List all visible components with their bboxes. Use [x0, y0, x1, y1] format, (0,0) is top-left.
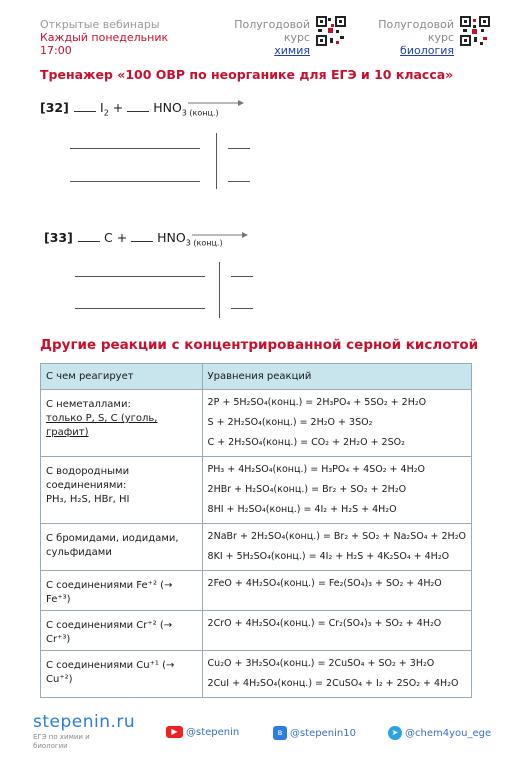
webinar-label: Открытые вебинары — [40, 18, 160, 31]
reaction-equation: 2NaBr + 2H₂SO₄(конц.) = Br₂ + SO₂ + Na₂SO₄ + 2H₂O — [207, 531, 466, 542]
table-row — [41, 571, 472, 611]
webinar-time: 17:00 — [40, 44, 72, 57]
coefficient-blank[interactable] — [131, 241, 153, 242]
reaction-equation: C + 2H₂SO₄(конц.) = CO₂ + 2H₂O + 2SO₂ — [207, 437, 405, 448]
qr-code-icon[interactable] — [460, 16, 490, 46]
answer-line[interactable] — [70, 148, 200, 149]
reaction-equation: 2P + 5H₂SO₄(конц.) = 2H₃PO₄ + 5SO₂ + 2H₂O — [207, 397, 427, 408]
reaction-equation: 2CrO + 4H₂SO₄(конц.) = Cr₂(SO₄)₃ + SO₂ + 4H₂O — [207, 618, 442, 629]
reactant-cell: С водородными соединениями: PH₃, H₂S, HBr, HI — [41, 457, 203, 524]
equations-cell — [202, 651, 471, 698]
webinar-info — [40, 18, 168, 57]
table-row — [41, 390, 472, 457]
table-row — [41, 524, 472, 571]
answer-line[interactable] — [75, 276, 205, 277]
task-33 — [44, 230, 264, 320]
table-row — [41, 611, 472, 651]
equations-cell — [202, 457, 471, 524]
telegram-link[interactable]: ➤ @chem4you_ege — [388, 726, 491, 740]
page-footer — [0, 708, 532, 768]
telegram-icon: ➤ — [388, 726, 402, 740]
answer-line[interactable] — [231, 276, 253, 277]
course-chemistry-link[interactable]: химия — [274, 44, 310, 57]
balance-divider — [216, 133, 217, 189]
column-header: С чем реагирует — [41, 364, 203, 390]
reaction-equation: PH₃ + 4H₂SO₄(конц.) = H₃PO₄ + 4SO₂ + 4H₂O — [207, 464, 425, 475]
task-number: [33] — [44, 230, 73, 245]
equations-cell — [202, 524, 471, 571]
vk-link[interactable]: в @stepenin10 — [273, 726, 356, 740]
reaction-equation: 2FeO + 4H₂SO₄(конц.) = Fe₂(SO₄)₃ + SO₂ + 4H₂O — [207, 578, 442, 589]
reactions-table — [40, 363, 472, 698]
reaction-equation: 8KI + 5H₂SO₄(конц.) = 4I₂ + H₂S + 4K₂SO₄ + 4H₂O — [207, 551, 450, 562]
reactant-cell: С соединениями Fe⁺² (→ Fe⁺³) — [41, 571, 203, 611]
answer-line[interactable] — [228, 181, 250, 182]
youtube-icon: ▶ — [166, 726, 183, 738]
arrow-right-icon — [188, 98, 244, 108]
table-row — [41, 457, 472, 524]
page-header — [0, 0, 532, 62]
reaction-equation: Cu₂O + 3H₂SO₄(конц.) = 2CuSO₄ + SO₂ + 3H₂O — [207, 658, 435, 669]
answer-line[interactable] — [231, 308, 253, 309]
qr-code-icon[interactable] — [316, 16, 346, 46]
answer-line[interactable] — [70, 181, 200, 182]
reaction-equation: 2CuI + 4H₂SO₄(конц.) = 2CuSO₄ + I₂ + 2SO₂ + 4H₂O — [207, 678, 459, 689]
coefficient-blank[interactable] — [74, 111, 96, 112]
reaction-equation: S + 2H₂SO₄(конц.) = 2H₂O + 3SO₂ — [207, 417, 373, 428]
equations-cell — [202, 390, 471, 457]
coefficient-blank[interactable] — [127, 111, 149, 112]
coefficient-blank[interactable] — [78, 241, 100, 242]
reaction-equation: 8HI + H₂SO₄(конц.) = 4I₂ + H₂S + 4H₂O — [207, 504, 397, 515]
page-title: Тренажер «100 ОВР по неорганике для ЕГЭ и 10 класса» — [40, 67, 454, 82]
answer-line[interactable] — [75, 308, 205, 309]
section-title: Другие реакции с концентрированной серной кислотой — [40, 337, 479, 353]
brand-logo[interactable]: stepenin.ru — [33, 712, 136, 732]
course-biology: Полугодовой курс биология — [378, 18, 454, 57]
reaction-equation: 2HBr + H₂SO₄(конц.) = Br₂ + SO₂ + 2H₂O — [207, 484, 407, 495]
table-row — [41, 651, 472, 698]
table-header-row — [41, 364, 472, 390]
task-32 — [40, 100, 260, 190]
reactant-cell: С бромидами, иодидами, сульфидами — [41, 524, 203, 571]
column-header: Уравнения реакций — [202, 364, 471, 390]
task-equation: $C + HNO_{3 (конц.)}$ — [78, 230, 223, 248]
webinar-weekday: Каждый понедельник — [40, 31, 169, 44]
arrow-right-icon — [192, 230, 248, 240]
equations-cell — [202, 571, 471, 611]
course-chemistry: Полугодовой курс химия — [234, 18, 310, 57]
task-equation: $I_2 + HNO_{3 (конц.)}$ — [74, 100, 219, 118]
answer-line[interactable] — [228, 148, 250, 149]
youtube-link[interactable]: ▶ @stepenin — [166, 726, 239, 738]
reactant-cell: С соединениями Cr⁺² (→ Cr⁺³) — [41, 611, 203, 651]
brand-tagline: ЕГЭ по химии и биологии — [33, 733, 90, 750]
equations-cell — [202, 611, 471, 651]
vk-icon: в — [273, 726, 287, 740]
course-biology-link[interactable]: биология — [400, 44, 454, 57]
reactant-cell: С неметаллами: только P, S, C (уголь, графит) — [41, 390, 203, 457]
task-number: [32] — [40, 100, 69, 115]
balance-divider — [219, 262, 220, 318]
reactant-cell: С соединениями Cu⁺¹ (→ Cu⁺²) — [41, 651, 203, 698]
